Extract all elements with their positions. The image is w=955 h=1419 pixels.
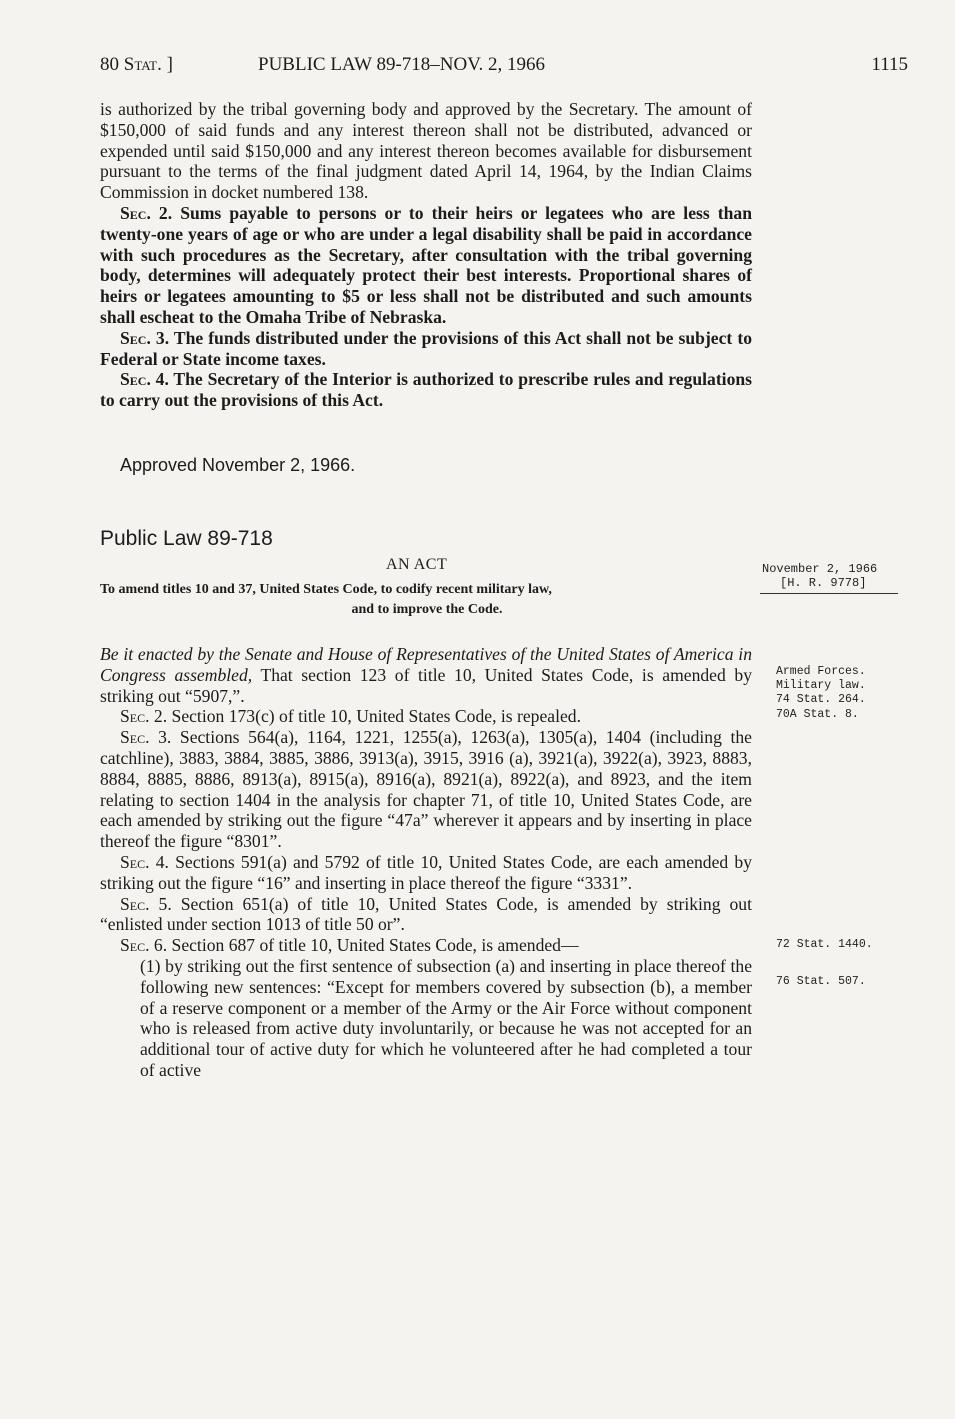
page-header — [100, 54, 908, 80]
volume-reference: 80 Stat. ] — [100, 54, 173, 75]
new-section-4: Sec. 4. Sections 591(a) and 5792 of title 10, United States Code, are each amended by striking out the figure “16” and inserting in place thereof the figure “3331”. — [100, 851, 752, 893]
section-2: Sec. 2. Sums payable to persons or to their heirs or legatees who are less than twenty-one years of age or who are under a legal disability shall be paid in accordance with such procedures as the Secretary, after consultation with the tribal governing body, determines will adequately protect their best interests. Proportional shares of heirs or legatees amounting to $5 or less shall not be distributed and such amounts shall escheat to the Omaha Tribe of Nebraska. — [100, 202, 752, 327]
title-rule — [760, 593, 898, 594]
margin-date: November 2, 1966 — [762, 562, 878, 576]
margin-stat-1: 74 Stat. 264. — [776, 693, 866, 706]
page-number: 1115 — [871, 54, 908, 75]
act-text — [100, 644, 752, 1081]
margin-military-law: Military law. — [776, 679, 866, 692]
margin-armed-forces: Armed Forces. — [776, 665, 866, 678]
new-section-6: Sec. 6. Section 687 of title 10, United States Code, is amended— — [120, 935, 579, 956]
act-title-line1: To amend titles 10 and 37, United States Code, to codify recent military law, — [100, 582, 552, 597]
new-section-2: Sec. 2. Section 173(c) of title 10, United States Code, is repealed. — [120, 706, 581, 727]
margin-stat-2: 70A Stat. 8. — [776, 708, 859, 721]
enacting-clause: Be it enacted by the Senate and House of Representatives of the United States of America in Congress assembled, That section 123 of title 10, United States Code, is amended by striking out “5907,”. — [100, 644, 752, 706]
running-title: PUBLIC LAW 89-718–NOV. 2, 1966 — [258, 54, 546, 75]
new-section-5: Sec. 5. Section 651(a) of title 10, United States Code, is amended by striking out “enlisted under section 1013 of title 50 or”. — [100, 893, 752, 935]
section-6-item-1: (1) by striking out the first sentence of subsection (a) and inserting in place thereof the following new sentences: “Except for members covered by subsection (b), a member of a reserve component or a member of the Army or the Air Force without component who is released from active duty involuntarily, or because he was not accepted for an additional tour of active duty for which he volunteered after he had completed a tour of active — [140, 955, 752, 1080]
margin-bill-number: [H. R. 9778] — [780, 576, 867, 590]
section-3: Sec. 3. The funds distributed under the provisions of this Act shall not be subject to Federal or State income taxes. — [100, 327, 752, 369]
margin-stat-4: 76 Stat. 507. — [776, 975, 866, 988]
previous-law-text — [100, 99, 752, 411]
new-section-3: Sec. 3. Sections 564(a), 1164, 1221, 1255(a), 1263(a), 1305(a), 1404 (including the catchline), 3883, 3884, 3885, 3886, 3913(a), 3915, 3916 (a), 3921(a), 3922(a), 3923, 8883, 8884, 8885, 8886, 8913(a), 8915(a), 8916(a), 8921(a), 8922(a), and 8923, and the item relating to section 1404 in the analysis for chapter 71, of title 10, United States Code, are each amended by striking out the figure “47a” wherever it appears and by inserting in place thereof the figure “8301”. — [100, 727, 752, 852]
section-4: Sec. 4. The Secretary of the Interior is authorized to prescribe rules and regulations to carry out the provisions of this Act. — [100, 369, 752, 411]
margin-stat-3: 72 Stat. 1440. — [776, 938, 873, 951]
act-title — [100, 580, 754, 620]
act-title-line2: and to improve the Code. — [351, 602, 503, 617]
public-law-heading: Public Law 89-718 — [100, 527, 273, 550]
continued-paragraph: is authorized by the tribal governing body and approved by the Secretary. The amount of $150,000 of said funds and any interest thereon shall not be distributed, advanced or expended until said $150,000 and any interest thereon becomes available for disbursement pursuant to the terms of the final judgment dated April 14, 1964, by the Indian Claims Commission in docket numbered 138. — [100, 99, 752, 203]
approval-line: Approved November 2, 1966. — [120, 455, 356, 475]
an-act-label: AN ACT — [386, 556, 448, 573]
